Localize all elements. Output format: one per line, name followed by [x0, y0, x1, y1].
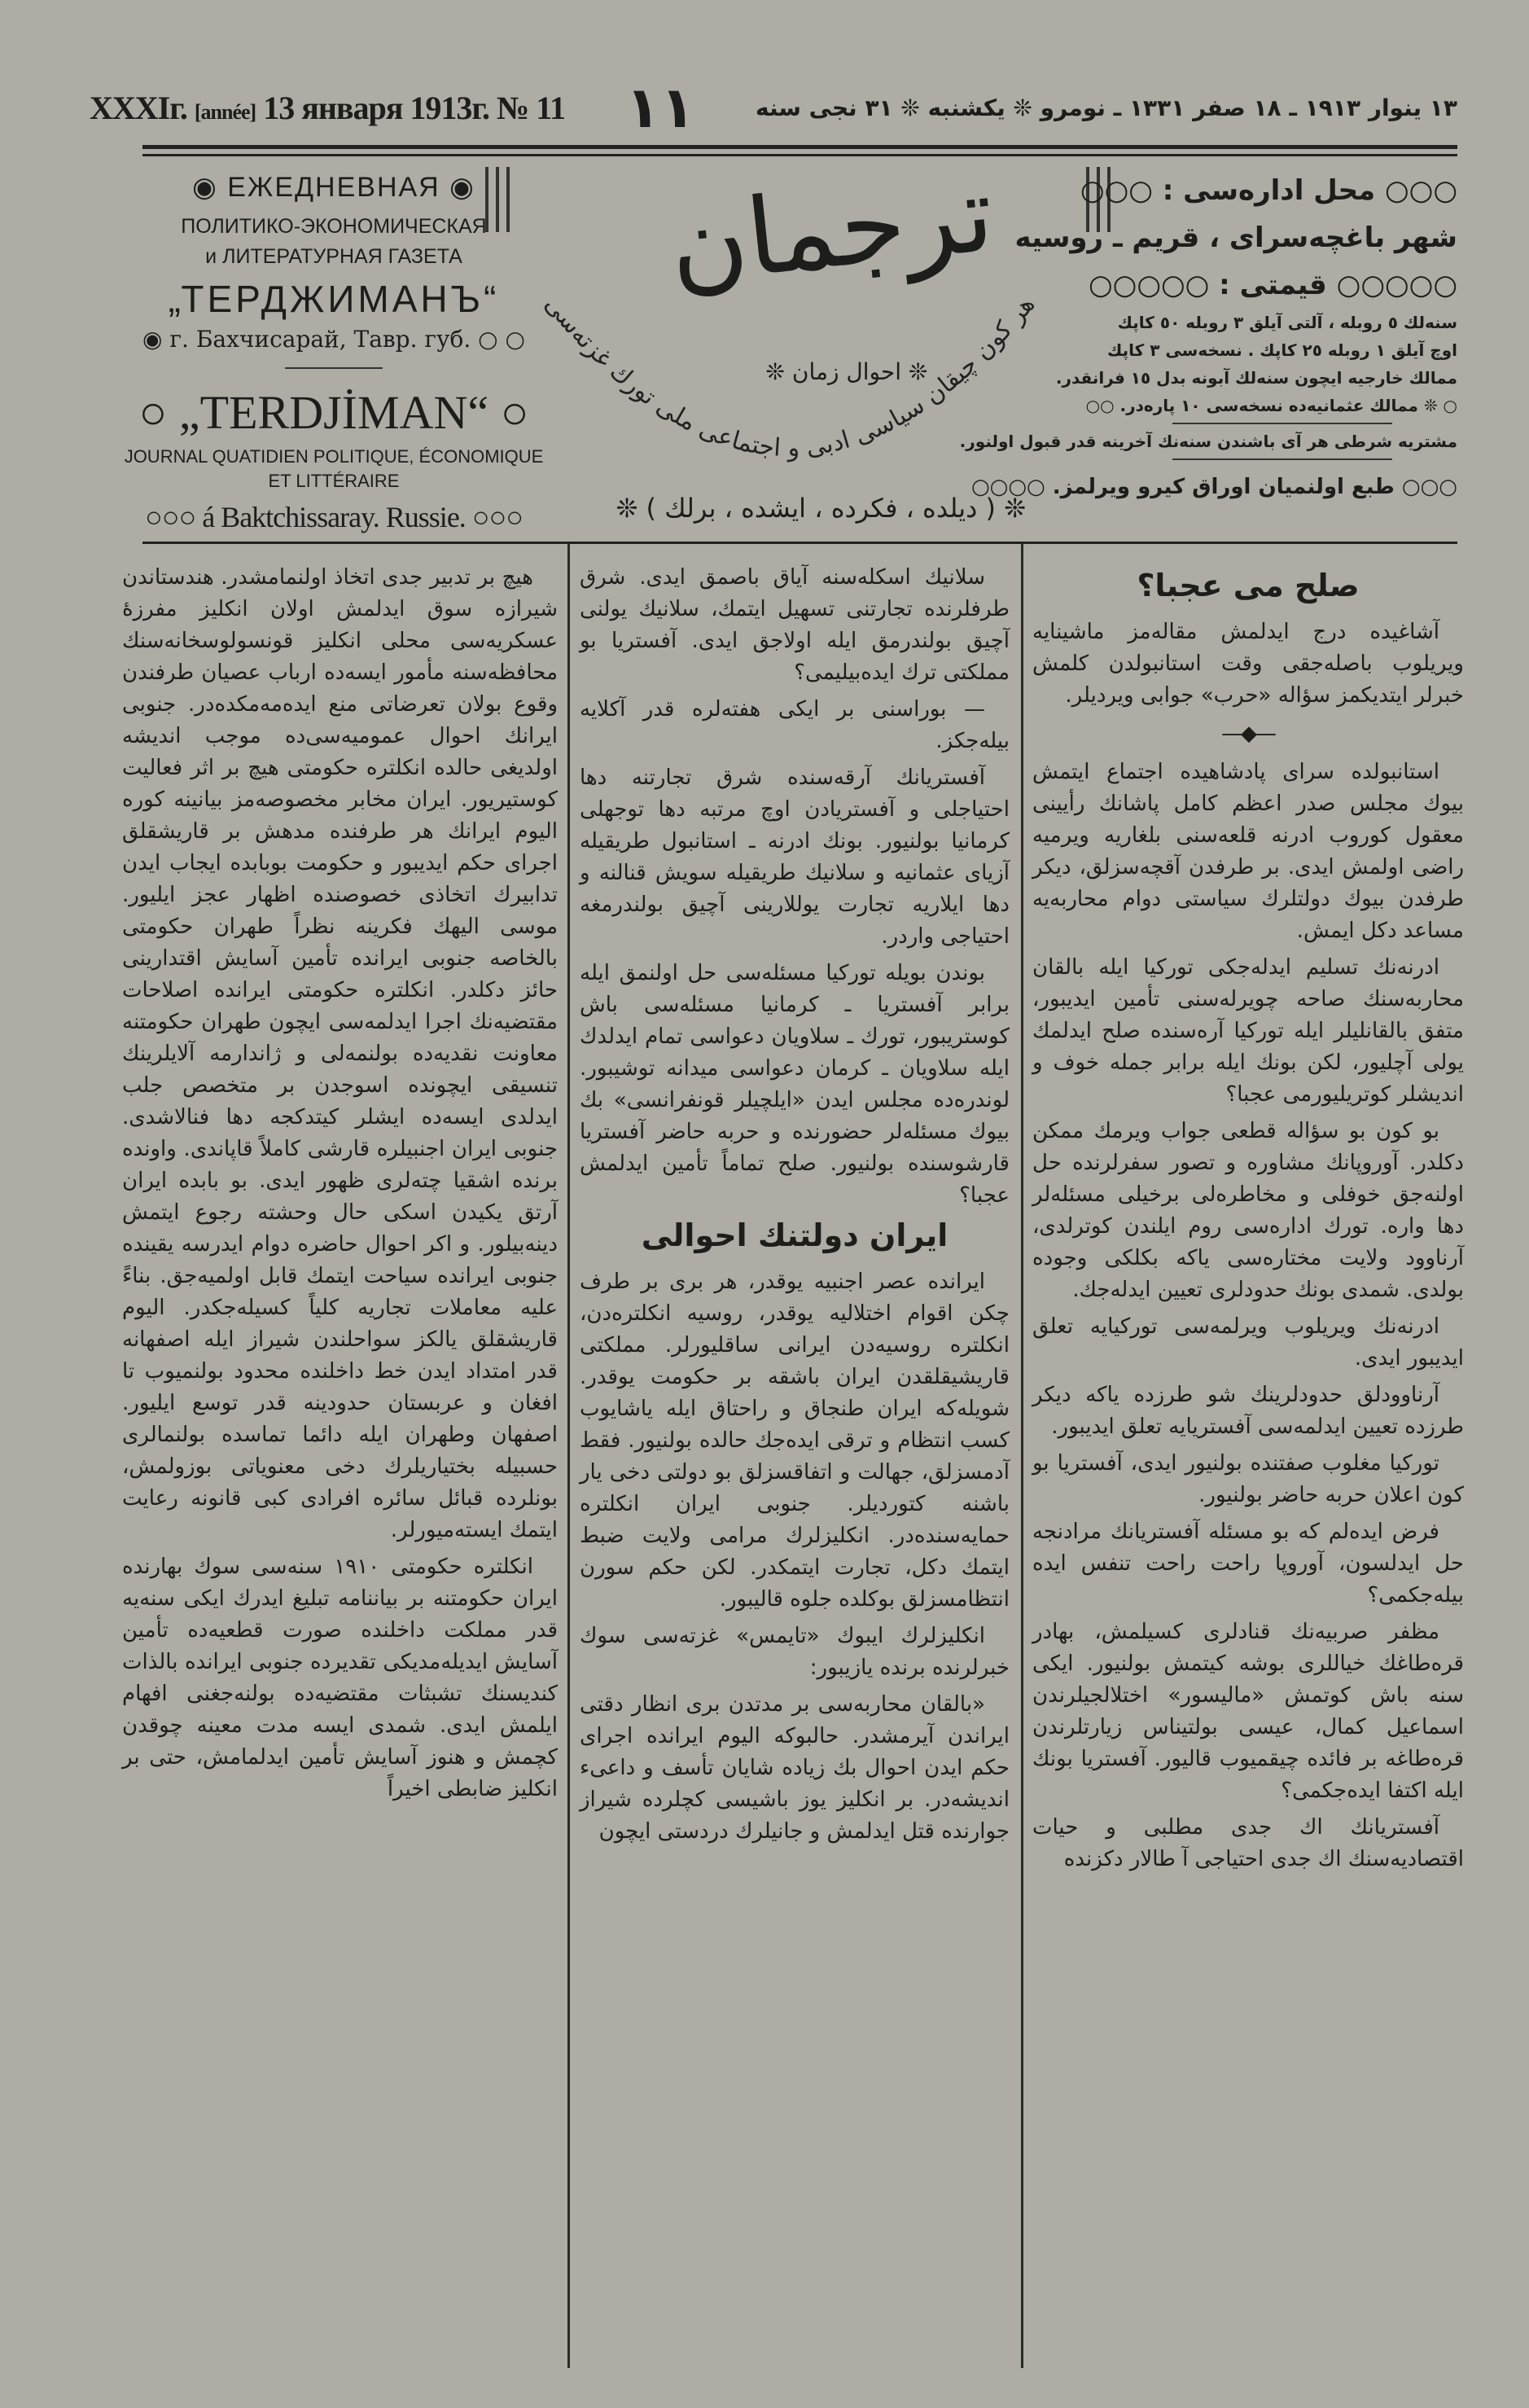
office-label: ○○○ محل اداره‌سى : ○○○	[1080, 174, 1457, 207]
price-label: ○○○○○ قيمتى : ○○○○○	[1089, 269, 1457, 301]
paragraph: مظفر صربيه‌نك قنادلرى كسيلمش، بهادر قره‌طاغك خياللرى بوشه كيتمش بولنيور. ايكى سنه باش كوتمش «ماليسور» اختلالجيلرندن اسماعيل كمال، عيسى بولتيناس زيارتلرندن قره‌طاغه بر فائده چيقميوب قاليور. آفستريا بونك ايله اكتفا ايده‌جكمى؟	[1032, 1620, 1464, 1803]
dateline-ottoman: ١٣ ينوار ١٩١٣ ـ ١٨ صفر ١٣٣١ ـ نومرو ❊ يكشنبه ❊ ٣١ نجى سنه	[755, 94, 1457, 121]
masthead-motto: ❊ ( ديلده ، فكرده ، ايشده ، برلك ) ❊	[616, 493, 1026, 524]
title-ru: „ТЕРДЖИМАНЪ“	[168, 278, 500, 320]
paragraph: آفستريانك اك جدى مطلبى و حيات اقتصاديه‌سنك اك جدى احتياجى آ طالار دكزنده	[1032, 1815, 1464, 1871]
paragraph: آفستريانك آرقه‌سنده شرق تجارتنه دها احتياجلى و آفستريادن اوچ مرتبه دها توجهلى كرمانيا بولنيور. بونك ادرنه ـ استانبول طريقيله آزياى عثمانيه و سلانيك طريقيله سويش قنالنه و دها ايلاريه تجارت يوللارينى آچيق بولندرمغه احتياجى واردر.	[580, 765, 1010, 949]
price-line: اوچ آيلق ١ روبله ٢٥ كاپك . نسخه‌سى ٣ كاپك	[1106, 340, 1457, 360]
paragraph: — بوراسنى بر ايكى هفته‌لره قدر آكلايه بيله‌جكز.	[580, 697, 1010, 753]
article-title: ايران دولتنك احوالى	[641, 1217, 949, 1253]
column-middle	[580, 562, 1010, 2378]
column-right	[1032, 562, 1464, 2378]
divider	[1172, 423, 1392, 424]
year-volume: XXXIг.	[90, 90, 195, 126]
dateline-russian	[90, 89, 565, 127]
masthead-subtitle: ❊ احوال زمان ❊	[765, 358, 928, 385]
price-line: ○ ❊ ممالك عثمانيه‌ده نسخه‌سى ١٠ پاره‌در. ○○	[1085, 396, 1457, 415]
dateline	[90, 74, 1457, 141]
paragraph: ادرنه‌نك ويريلوب ويرلمه‌سى توركيايه تعلق ايديبور ايدى.	[1032, 1314, 1464, 1371]
paragraph: «بالقان محاربه‌سى بر مدتدن برى انظار دقتى ايراندن آيرمشدر. حالبوكه اليوم ايرانده اجراى حكم ايدن احوال بك زياده شايان تأسف و داعىء انديشه‌در. بر انكليز يوز باشيسى كچلرده شيراز جوارنده قتل ايدلمش و جانيلرك دردستى ايچون	[580, 1692, 1010, 1844]
paragraph: سلانيك اسكله‌سنه آياق باصمق ايدى. شرق طرفلرنده تجارتنى تسهيل ايتمك، سلانيك يولنى آچيق بولندرمق ايله اولاجق ايدى. آفستريا بو مملكتى ترك ايده‌بيليمى؟	[580, 565, 1010, 685]
paragraph: ايرانده عصر اجنبيه يوقدر، هر برى بر طرف چكن اقوام اختلاليه يوقدر، روسيه انكلتره‌دن، انكلتره روسيه‌دن ايرانى ساقليورلر. مملكتى قاريشيقلقدن ايران باشقه بر حكومت يوقدر. شويله‌كه ايران طنجاق و راحتاق ايله ياشايوب كسب انتظام و ترقى ايده‌جك حالده بولنيور. فقط آدمسزلق، جهالت و اتفاقسزلق بو دولتى دخى يار باشنه كتورديلر. جنوبى ايران انكلتره حمايه‌سنده‌در. انكليزلرك مرامى ولايت ضبط ايتمك دكل، تجارت ايتمكدر. لكن حكم سورن انتظامسزلق بوكلده جلوه قاليبور.	[580, 1270, 1010, 1612]
paragraph: بو كون بو سؤاله قطعى جواب ويرمك ممكن دكلدر. آوروپانك مشاوره و تصور سفرلرنده حل اولنه‌جق خوفلى و مخاطره‌لى برخيلى مسئله‌لر دها واره. تورك اداره‌سى روم ايلندن كوترلدى، آرناوود ولايت مختاره‌سى ياكه بكلكى وجوده بولدى. شمدى بونك حدودلرى تعيين ايدله‌جك.	[1032, 1119, 1464, 1302]
manuscripts-notice: ○○○ طبع اولنميان اوراق كيرو ويرلمز. ○○○○	[970, 475, 1457, 499]
paragraph: ادرنه‌نك تسليم ايدله‌جكى توركيا ايله بالقان محاربه‌سنك صاحه چويرله‌سنى تأمين ايديبور، متفق بالقانليلر ايله توركيا آره‌سنده صلح ايدلمك يولى آچليور، لكن بونك ايله برابر جمله خوف و انديشلر كوتريليورمى عجبا؟	[1032, 955, 1464, 1107]
ornament-divider: —◆—	[1221, 722, 1275, 746]
paragraph: فرض ايده‌لم كه بو مسئله آفستريانك مرادنجه حل ايدلسون، آوروپا راحت راحت تنفس ايده بيله‌جكمى؟	[1032, 1520, 1464, 1608]
paragraph: انكليزلرك ايبوك «تايمس» غزته‌سى سوك خبرلرنده برنده يازيبور:	[580, 1624, 1010, 1680]
newspaper-logo-calligraphy: ترجمان	[663, 151, 999, 309]
paragraph: هيچ بر تدبير جدى اتخاذ اولنمامشدر. هندستاندن شيرازه سوق ايدلمش اولان انكليز مفرزهٔ عسكريه‌سى محلى انكليز قونسولوسخانه‌سنك محافظه‌سنه مأمور ايسه‌ده ارباب عصيان طرفندن وقوع بولان تعرضاتى منع ايده‌مه‌مكده‌در. جنوبى ايرانك احوال عموميه‌سى‌ده موجب انديشه اولديغى حالده انكلتره حكومتى هيچ بر اثر فعاليت كوستيريور. ايران مخابر مخصوصه‌مز بيانينه كوره اليوم ايرانك هر طرفنده مدهش بر قاريشقلق اجراى حكم ايديبور و حكومت بوبابده ايجاب ايدن تدابيرك اتخاذى خصوصنده اظهار عجز ايليور. موسى اليهك فكرينه نظراً طهران حكومتى بالخاصه جنوبى ايرانده تأمين آسايش اقتدارينى حائز دكلدر. انكلتره حكومتى ايرانده اصلاحات مقتضيه‌نك اجرا ايدلمه‌سى ايچون طهران حكومتنه معاونت نقديه‌ده بولنمه‌لى و ژاندارمه آلايلرينك تنسيقى ايچونده اسوجدن بر متخصص جلب ايدلدى ايسه‌ده ايشلر كيتدكجه دها فنالاشدى. جنوبى ايران اجنبيلره قارشى كاملاً قاپاندى. واونده برنده اشقيا چته‌لرى ظهور ايدى. بو بابده ايران آرتق يكيدن اسكى حال وحشته رجوع ايتمش دينه‌بيلور. و اكر احوال حاضره دوام ايدرسه يقينده جنوبى ايرانده سياحت ايتمك قابل اولميه‌جق. بناءً عليه معاملات تجاريه كلياً كسيله‌جكدر. اليوم قاريشقلق يالكز سواحلندن شيراز ايله اصفهانه قدر امتداد ايدن خط داخلنده محدود بولنميوب تا افغان و عربستان حدودينه قدر توسع ايليور. اصفهان وطهران ايله دائما تماسده بولنمالرى حسبيله بختياريلرك دخى معنوياتى بوزولمش، بونلرده قبائل سائره افرادى كبى قانونه رعايت ايتمك ايسته‌ميورلر.	[122, 565, 558, 1542]
paragraph: بوندن بويله توركيا مسئله‌سى حل اولنمق ايله برابر آفستريا ـ كرمانيا مسئله‌سى باش كوستريبور، تورك ـ سلاويان دعواسى تمام ايدلدك ايله سلاويان ـ كرمان دعواسى ميدانه توشيبور. لوندره‌ده مجلس ايدن «ايلچيلر قونفرانسى» بك بيوك مسئله‌لر حضورنده و حربه حاضر آفستريا قارشوسنده بولنيور. صلح تماماً تأمين ايدلمش عجبا؟	[580, 961, 1010, 1208]
date-and-issue: 13 января 1913г. № 11	[256, 90, 566, 126]
article-title: صلح مى عجبا؟	[1137, 568, 1360, 603]
location-ru: ◉ г. Бахчисарай, Тавр. губ. ○ ○	[142, 326, 525, 353]
article-intro: آشاغيده درج ايدلمش مقاله‌مز ماشينايه ويريلوب باصله‌جقى وقت استانبولدن كلمش خبرلر ايتديكمز سؤاله «حرب» جوابى ويرديلر.	[1032, 620, 1464, 708]
paragraph: انكلتره حكومتى ١٩١٠ سنه‌سى سوك بهارنده ايران حكومتنه بر بياننامه تبليغ ايدرك ايكى سنه‌يه قدر مملكت داخلنده صورت قطعيه‌ده تأمين آسايش ايديله‌مديكى تقديرده جنوبى ايرانده بالذات كنديسنك تشبثات مقتضيه‌ده بولنه‌جغنى افهام ايلمش ايدى. شمدى ايسه مدت معينه چوقدن كچمش و هنوز آسايش تأمين ايدلمامش، حتى بر انكليز ضابطى اخيراً	[122, 1555, 558, 1801]
arc-subtitle: هر كون چيقان سياسى ادبى و اجتماعى ملى تورك غزته‌سى	[538, 290, 1041, 463]
paragraph: توركيا مغلوب صفتنده بولنيور ايدى، آفستريا بو كون اعلان حربه حاضر بولنيور.	[1032, 1451, 1464, 1507]
masthead-rule	[142, 542, 1457, 544]
masthead-right	[959, 167, 1457, 511]
paragraph: آرناوودلق حدودلرينك شو طرزده ياكه ديكر طرزده تعيين ايدلمه‌سى آفستريايه تعلق ايديبور.	[1032, 1383, 1464, 1439]
price-line: سنه‌لك ٥ روبله ، آلتى آيلق ٣ روبله ٥٠ كاپك	[1117, 313, 1457, 332]
office-address: شهر باغچه‌سراى ، قريم ـ روسيه	[1014, 222, 1457, 254]
column-left	[122, 562, 558, 2378]
divider	[1172, 458, 1392, 460]
annee-label: [année]	[194, 100, 256, 124]
title-fr: ○ „TERDJİMAN“ ○	[138, 386, 529, 439]
column-divider	[567, 544, 570, 2368]
subscription-note: مشتريه شرطى هر آى باشندن سنه‌نك آخرينه قدر قبول اولنور.	[959, 432, 1457, 451]
header-double-rule	[142, 145, 1457, 156]
location-fr: ○○○ á Baktchissaray. Russie. ○○○	[144, 501, 524, 533]
description-ru-1: ПОЛИТИКО-ЭКОНОМИЧЕСКАЯ	[181, 215, 487, 238]
description-fr: JOURNAL QUATIDIEN POLITIQUE, ÉCONOMIQUE ET LITTÉRAIRE	[124, 446, 544, 491]
issue-number-large: ١١	[625, 74, 695, 141]
divider	[285, 367, 383, 369]
price-line: ممالك خارجيه ايچون سنه‌لك آبونه بدل ١٥ فرانقدر.	[1055, 368, 1457, 388]
paragraph: استانبولده سراى پادشاهيده اجتماع ايتمش بيوك مجلس صدر اعظم كامل پاشانك رأيينى معقول كوروب ادرنه قلعه‌سنى بلغاريه ويرميه راضى اولمش ايدى. بر طرفدن آقچه‌سزلق، ديكر طرفدن بيوك دولتلرك سياستى دوام محاربه‌يه مساعد دكل ايمش.	[1032, 760, 1464, 943]
daily-label: ◉ ЕЖЕДНЕВНАЯ ◉	[192, 172, 475, 203]
column-divider	[1021, 544, 1023, 2368]
description-ru-2: и ЛИТЕРАТУРНАЯ ГАЗЕТА	[205, 245, 462, 268]
